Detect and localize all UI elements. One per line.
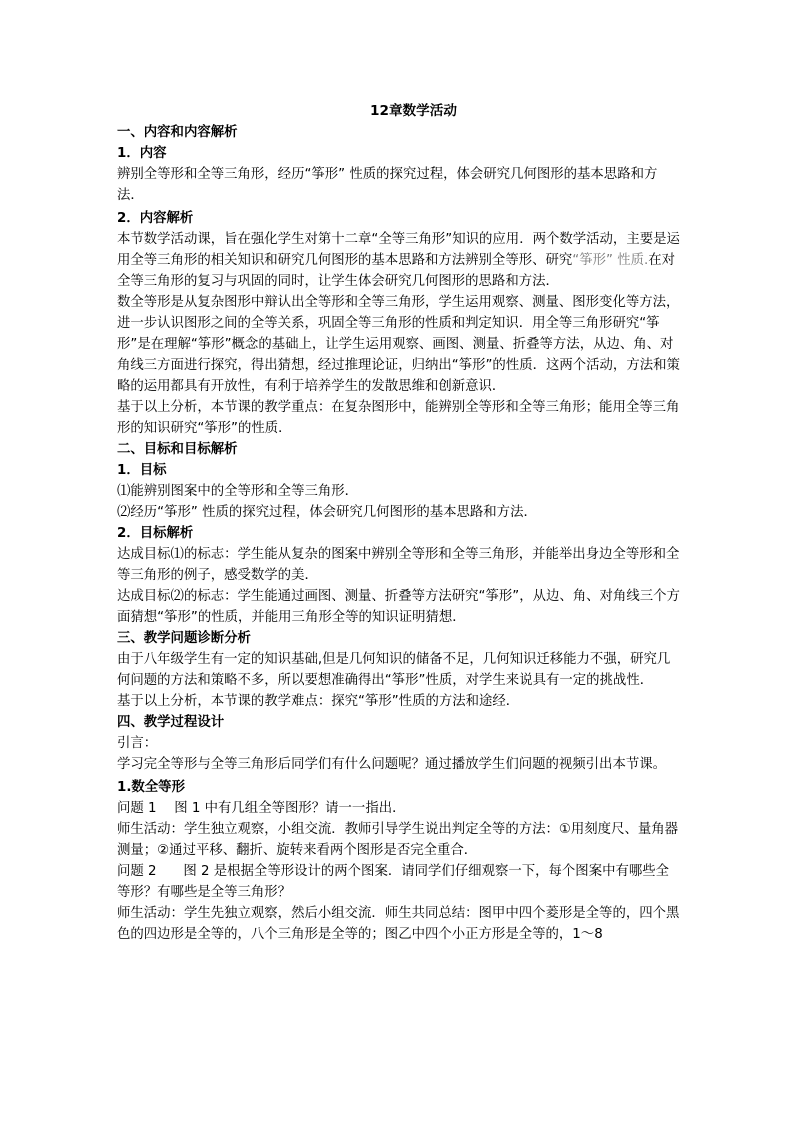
section-4-heading: 四、教学过程设计: [117, 715, 225, 730]
paragraph-part: 本节数学活动课，旨在强化学生对第十二章“全等三角形”知识的应用．两个数学活动，主要是运用全等三角形的相关知识和研究几何图形的基本思路和方法辨别全等形、研究: [117, 232, 680, 268]
paragraph: 辨别全等形和全等三角形，经历“筝形” 性质的探究过程，体会研究几何图形的基本思路和方法．: [117, 167, 658, 203]
subsection-4-1-heading: 1.数全等形: [117, 780, 185, 795]
paragraph: 基于以上分析，本节课的教学难点：探究“筝形”性质的方法和途经．: [117, 694, 520, 709]
kite-term: “筝形” 性质.: [572, 253, 649, 268]
doc-title: 12章数学活动: [370, 103, 457, 119]
paragraph: 达成目标⑵的标志：学生能通过画图、测量、折叠等方法研究“筝形”，从边、角、对角线三个方面猜想“筝形”的性质，并能用三角形全等的知识证明猜想．: [117, 589, 680, 625]
subsection-1-2-heading: 2．内容解析: [117, 211, 194, 226]
document-page: [117, 100, 680, 945]
subsection-1-1-heading: 1．内容: [117, 146, 167, 161]
section-1-heading: 一、内容和内容解析: [117, 125, 238, 140]
intro-label: 引言：: [117, 736, 158, 751]
answer-2: 师生活动：学生先独立观察，然后小组交流．师生共同总结：图甲中四个菱形是全等的，四个黑色的四边形是全等的，八个三角形是全等的；图乙中四个小正方形是全等的，1～8: [117, 906, 680, 942]
paragraph: 基于以上分析，本节课的教学重点：在复杂图形中，能辨别全等形和全等三角形；能用全等三角形的知识研究“筝形”的性质．: [117, 400, 680, 436]
list-item: ⑴能辨别图案中的全等形和全等三角形．: [117, 484, 359, 499]
paragraph: 达成目标⑴的标志：学生能从复杂的图案中辨别全等形和全等三角形，并能举出身边全等形和全等三角形的例子，感受数学的美．: [117, 547, 680, 583]
answer-1: 师生活动：学生独立观察，小组交流．教师引导学生说出判定全等的方法：①用刻度尺、量角器测量；②通过平移、翻折、旋转来看两个图形是否完全重合．: [117, 822, 679, 858]
paragraph: 由于八年级学生有一定的知识基础,但是几何知识的储备不足，几何知识迁移能力不强，研究几何问题的方法和策略不多，所以要想准确得出“筝形”性质，对学生来说具有一定的挑战性．: [117, 652, 671, 688]
subsection-2-2-heading: 2．目标解析: [117, 526, 194, 541]
question-1: 问题 1 图 1 中有几组全等图形？请一一指出．: [117, 801, 406, 816]
paragraph: [117, 229, 680, 292]
list-item: ⑵经历“筝形” 性质的探究过程，体会研究几何图形的基本思路和方法．: [117, 505, 537, 520]
section-3-heading: 三、教学问题诊断分析: [117, 631, 251, 646]
paragraph: 数全等形是从复杂图形中辩认出全等形和全等三角形，学生运用观察、测量、图形变化等方法，进一步认识图形之间的全等关系，巩固全等三角形的性质和判定知识．用全等三角形研究“筝形”是在理解“筝形”概念的基础上，让学生运用观察、画图、测量、折叠等方法，从边、角、对角线三方面进行探究，得出猜想，经过推理论证，归纳出“筝形”的性质．这两个活动，方法和策略的运用都具有开放性，有利于培养学生的发散思维和创新意识．: [117, 295, 680, 394]
question-2: 问题 2 图 2 是根据全等形设计的两个图案．请同学们仔细观察一下，每个图案中有哪些全等形？有哪些是全等三角形？: [117, 864, 670, 900]
section-2-heading: 二、目标和目标解析: [117, 442, 238, 457]
subsection-2-1-heading: 1．目标: [117, 463, 167, 478]
paragraph-part: 在对全等三角形的复习与巩固的同时，让学生体会研究几何图形的思路和方法．: [117, 253, 676, 289]
paragraph: 学习完全等形与全等三角形后同学们有什么问题呢？通过播放学生们问题的视频引出本节课。: [117, 757, 667, 772]
